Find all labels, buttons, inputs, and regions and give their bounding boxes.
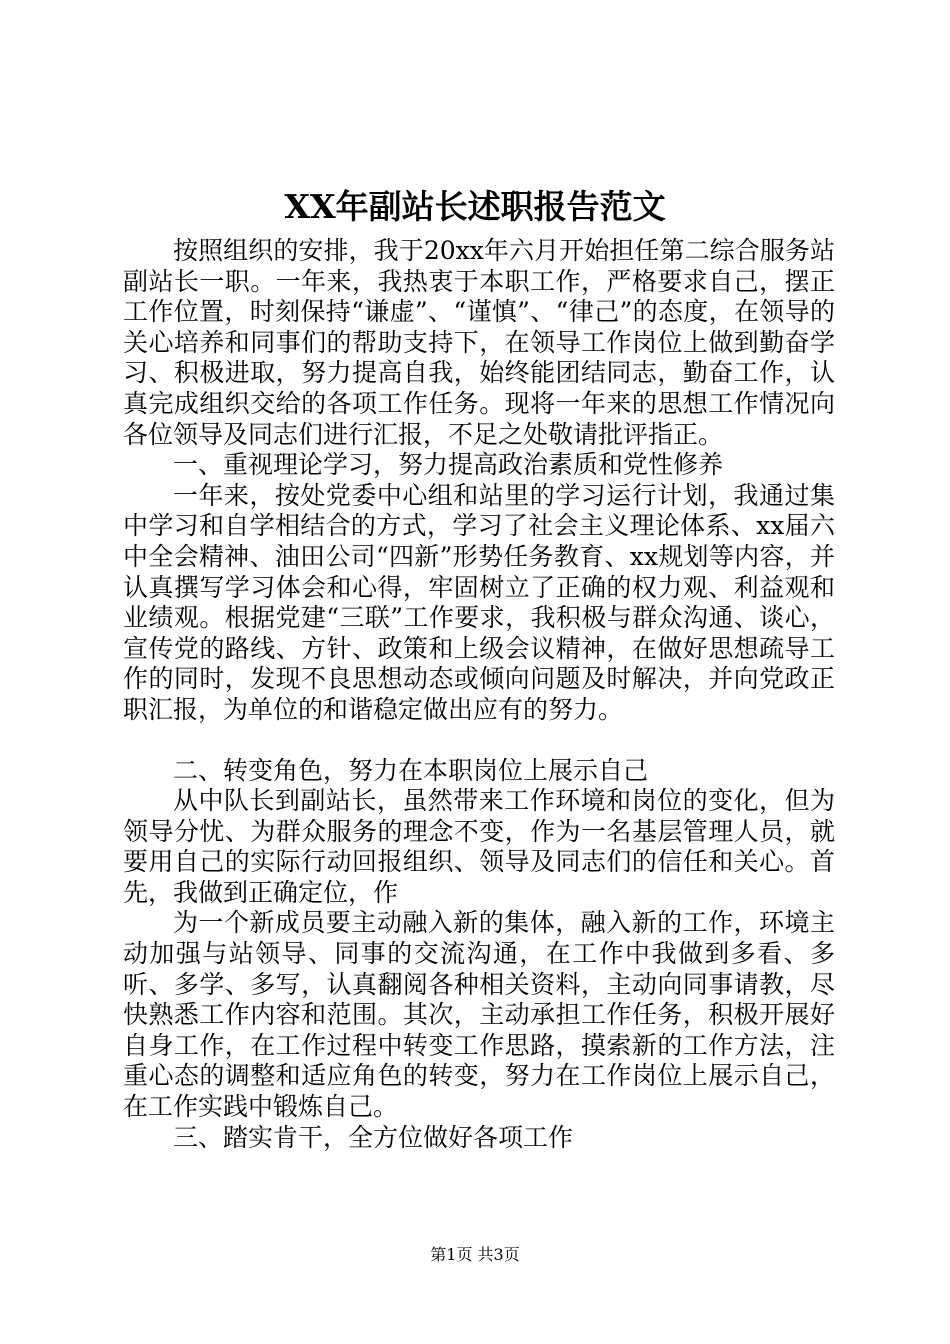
section-2-paragraph-1: 从中队长到副站长，虽然带来工作环境和岗位的变化，但为领导分忧、为群众服务的理念不变，作为一名基层管理人员，就要用自己的实际行动回报组织、领导及同志们的信任和关心。首先，我做到正确定位，作 [123, 786, 835, 907]
section-heading-2: 二、转变角色，努力在本职岗位上展示自己 [173, 755, 649, 785]
section-2-paragraph-2: 为一个新成员要主动融入新的集体，融入新的工作，环境主动加强与站领导、同事的交流沟通，在工作中我做到多看、多听、多学、多写，认真翻阅各种相关资料，主动向同事请教，尽快熟悉工作内容和范围。其次，主动承担工作任务，积极开展好自身工作，在工作过程中转变工作思路，摸索新的工作方法，注重心态的调整和适应角色的转变，努力在工作岗位上展示自己，在工作实践中锻炼自己。 [123, 908, 835, 1122]
section-heading-3: 三、踏实肯干，全方位做好各项工作 [173, 1122, 574, 1152]
document-body [123, 236, 835, 1153]
page-footer: 第1页 共3页 [430, 1245, 520, 1264]
intro-paragraph: 按照组织的安排，我于20xx年六月开始担任第二综合服务站副站长一职。一年来，我热衷于本职工作，严格要求自己，摆正工作位置，时刻保持“谦虚”、“谨慎”、“律己”的态度，在领导的关心培养和同事们的帮助支持下，在领导工作岗位上做到勤奋学习、积极进取，努力提高自我，始终能团结同志，勤奋工作，认真完成组织交给的各项工作任务。现将一年来的思想工作情况向各位领导及同志们进行汇报，不足之处敬请批评指正。 [123, 236, 835, 449]
section-heading-1: 一、重视理论学习，努力提高政治素质和党性修养 [173, 450, 724, 480]
section-1-paragraph: 一年来，按处党委中心组和站里的学习运行计划，我通过集中学习和自学相结合的方式，学习了社会主义理论体系、xx届六中全会精神、油田公司“四新”形势任务教育、xx规划等内容，并认真撰写学习体会和心得，牢固树立了正确的权力观、利益观和业绩观。根据党建“三联”工作要求，我积极与群众沟通、谈心，宣传党的路线、方针、政策和上级会议精神，在做好思想疏导工作的同时，发现不良思想动态或倾向问题及时解决，并向党政正职汇报，为单位的和谐稳定做出应有的努力。 [123, 480, 835, 724]
document-title: XX年副站长述职报告范文 [284, 187, 666, 226]
